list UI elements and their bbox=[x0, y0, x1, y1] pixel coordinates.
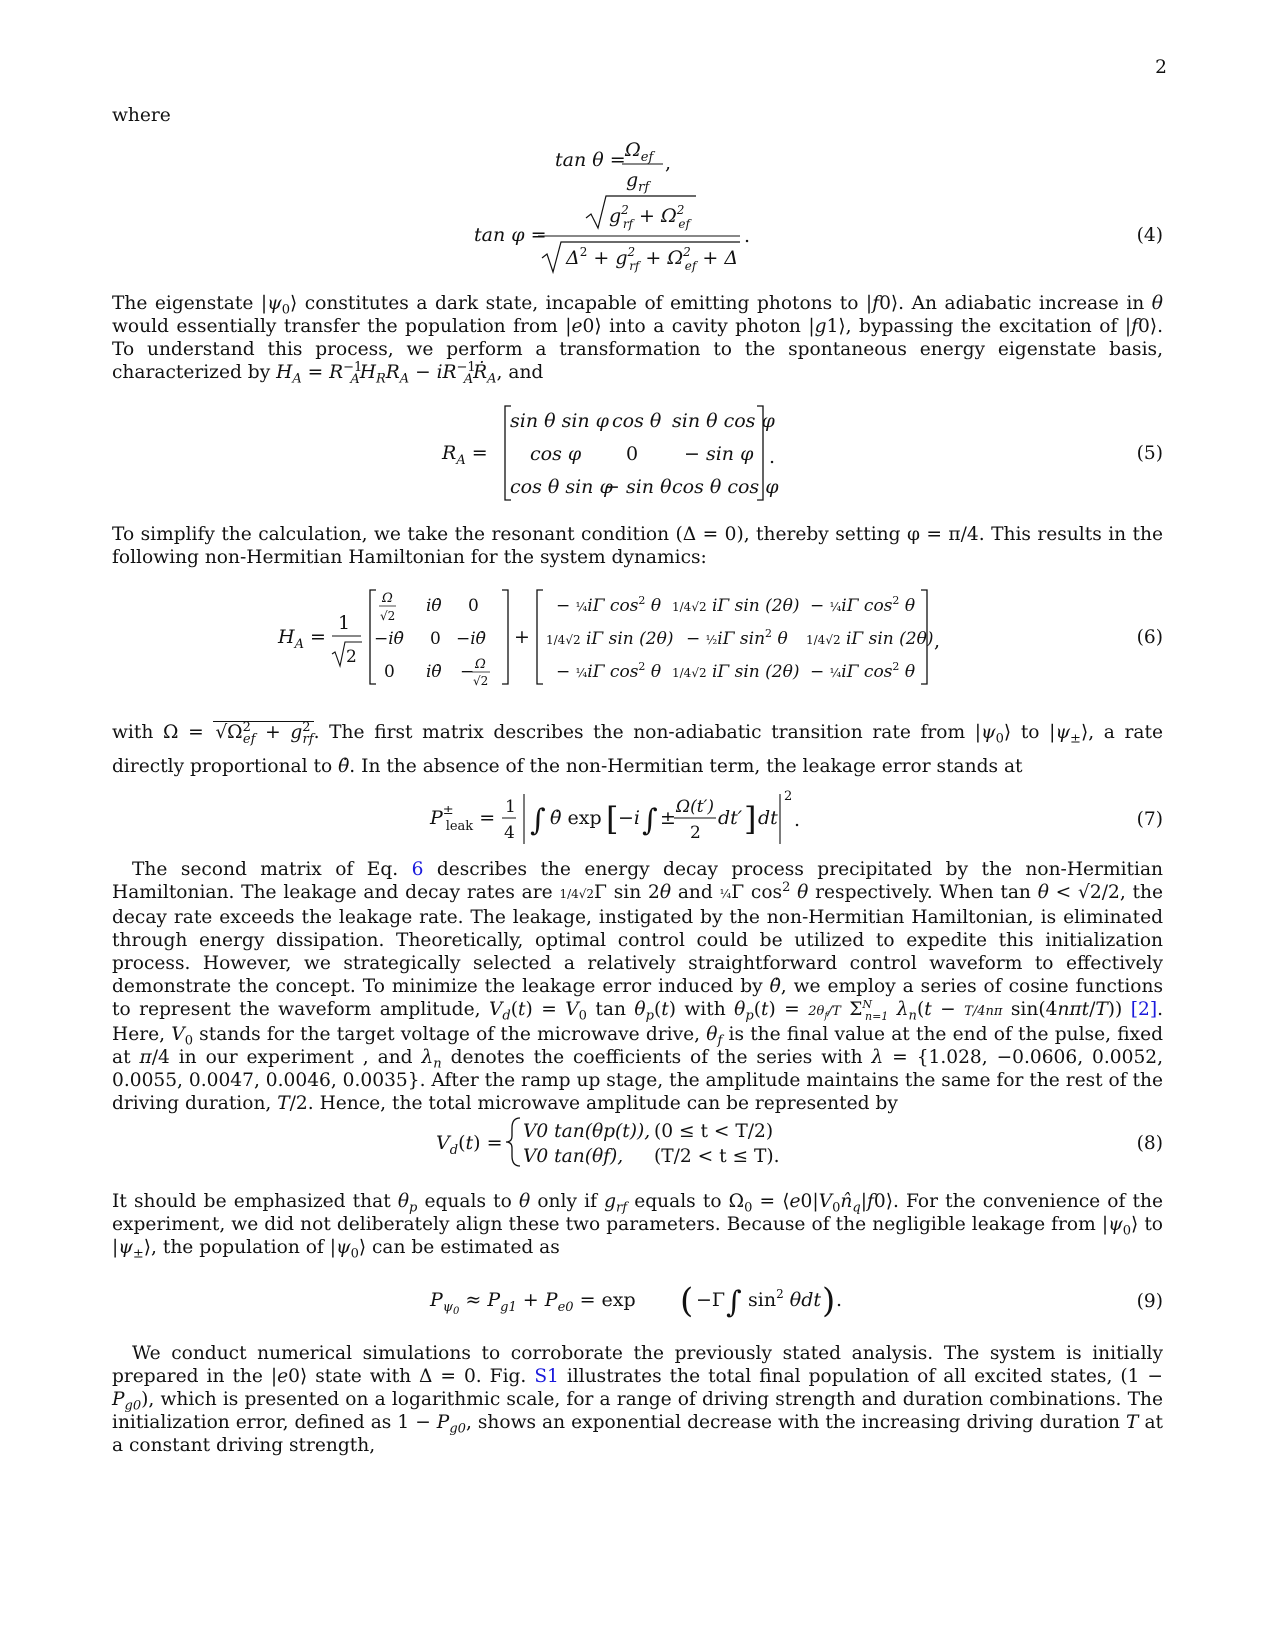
svg-text:cos φ: cos φ bbox=[530, 443, 582, 465]
svg-text:cos θ: cos θ bbox=[612, 410, 662, 432]
equation-6 bbox=[112, 584, 1163, 688]
svg-text:Pψ0 ≈ Pg1 + Pe0 = exp: $P_{\psi_0} \approx P_{g1} + P_{e0} = \exp$ bbox=[430, 1289, 636, 1317]
svg-text:− ¼iΓ cos2 θ: − ¼iΓ $\cos^2 \theta$ bbox=[810, 660, 916, 682]
svg-text:− ¼iΓ cos2 θ: − ¼iΓ $\cos^2 \theta$ bbox=[810, 594, 916, 616]
paragraph-simulation: We conduct numerical simulations to corroborate the previously stated analysis. The system is initially prepared in the |e0⟩ state with Δ = 0. Fig. S1 illustrates the total final population of all excited states, $(1 - P_{g0})$, which is presented on a logarithmic scale, for a range of driving strength and duration combinations. The initialization error, defined as $1 - P_{g0}$, shows an exponential decrease with the increasing driving duration T at a constant driving strength, bbox=[112, 1343, 1164, 1456]
svg-text:0: 0 bbox=[468, 596, 479, 616]
svg-text:2: 2 bbox=[784, 789, 793, 804]
equation-number: (8) bbox=[1136, 1133, 1163, 1154]
equation-number: (5) bbox=[1136, 443, 1163, 464]
svg-text:− sin θ: − sin θ bbox=[604, 476, 672, 498]
equation-number: (4) bbox=[1136, 225, 1163, 246]
svg-text:g2rf + Ω2ef: $g^2$ rf + $\Omega^2$ ef bbox=[609, 203, 690, 231]
citation-link[interactable]: [2] bbox=[1130, 999, 1158, 1020]
svg-text:cos θ cos φ: cos θ cos φ bbox=[672, 476, 779, 498]
svg-text:±: ± bbox=[660, 807, 676, 829]
svg-text:,: , bbox=[934, 630, 941, 652]
case-1: V0 tan(θp(t)), bbox=[523, 1121, 651, 1142]
equation-number: (6) bbox=[1136, 627, 1163, 648]
svg-text:2: 2 bbox=[346, 647, 357, 667]
paragraph-eigenstate: The eigenstate $|\psi_0⟩$ constitutes a dark state, incapable of emitting photons to |f0⟩. An adiabatic increase in θ would essentially transfer the population from |e0⟩ into a cavity photon |g1⟩, bypassing the excitation of |f0⟩. To understand this process, we perform a transformation to the spontaneous energy eigenstate basis, characterized by $H_A = R^{-1}_AH_RR_A$ − $iR^{-1}_AṘ_A$, and bbox=[112, 293, 1164, 387]
svg-text:−i: −i bbox=[618, 807, 640, 829]
paragraph-emphasis: It should be emphasized that $\theta_p$ equals to θ only if $g_{rf}$ equals to $\Omega_0$ = $⟨e0|V_0n̂_q|f0⟩$. For the convenience of the experiment, we did not deliberately align these two parameters. Because of the negligible leakage from $|\psi_0⟩$ to $|\psi_\pm⟩$, the population of $|\psi_0⟩$ can be estimated as bbox=[112, 1191, 1163, 1262]
svg-text:Δ2 + g2rf + Ω2ef + Δ: $\Delta^2 + g^2$ rf + $\Omega^2$ ef + Δ bbox=[566, 245, 739, 273]
svg-text:RA =: $R_A$ = bbox=[442, 442, 488, 468]
equation-9 bbox=[112, 1268, 1163, 1328]
svg-text:]: ] bbox=[744, 800, 757, 838]
svg-text:dt: dt bbox=[758, 807, 778, 829]
paragraph-first-matrix: with $\Omega = √\Omega^2_{ef} + g^2_{rf}$. The first matrix describes the non-adiabatic transition rate from $|\psi_0⟩$ to $|\psi_\pm⟩$, a rate directly proportional to θ̇. In the absence of the non-Hermitian term, the leakage error stands at bbox=[112, 719, 1163, 777]
svg-text:− ¼iΓ cos2 θ: − ¼iΓ $\cos^2 \theta$ bbox=[556, 660, 662, 682]
svg-text:∫: ∫ bbox=[726, 1285, 742, 1320]
svg-text:0: 0 bbox=[384, 662, 395, 682]
equation-5 bbox=[112, 400, 1163, 506]
paragraph-second-matrix: The second matrix of Eq. 6 describes the energy decay process precipitated by the non-Hermitian Hamiltonian. The leakage and decay rates are 1/4√2Γ sin 2θ and ¼Γ $\cos^2 \theta$ respectively. When tan θ < √2/2, the decay rate exceeds the leakage rate. The leakage, instigated by the non-Hermitian Hamiltonian, is eliminated through energy dissipation. Theoretically, optimal control could be utilized to expedite this initialization process. However, we strategically selected a relatively straightforward control waveform to effectively demonstrate the concept. To minimize the leakage error induced by θ̇, we employ a series of cosine functions to represent the waveform amplitude, $V_d(t) = V_0$ $\tan \theta_p(t)$ with $\theta_p(t) = 2\theta_f/T$ $\Sigma^N_{n=1}$ $\lambda_n(t - T/4n\pi$ sin(4nπt/T)) [2]. Here, $V_0$ stands for the target voltage of the microwave drive, $\theta_f$ is the final value at the end of the pulse, fixed at π/4 in our experiment , and $\lambda_n$ denotes the coefficients of the series with λ = {1.028, −0.0606, 0.0052, 0.0055, 0.0047, 0.0046, 0.0035}. After the ramp up stage, the amplitude maintains the same for the rest of the driving duration, T/2. Hence, the total microwave amplitude can be represented by bbox=[112, 859, 1164, 1114]
svg-text:2: 2 bbox=[690, 823, 701, 843]
svg-text:−iθ̇: −iθ̇ bbox=[374, 629, 404, 649]
svg-text:− sin φ: − sin φ bbox=[684, 443, 754, 465]
svg-text:cos θ sin φ: cos θ sin φ bbox=[510, 476, 613, 498]
svg-text:grf: $g_{rf}$ bbox=[626, 169, 650, 195]
svg-text:HA =: $H_A$ = bbox=[278, 626, 326, 652]
paragraph-resonant: To simplify the calculation, we take the resonant condition (Δ = 0), thereby setting φ = π/4. This results in the following non-Hermitian Hamiltonian for the system dynamics: bbox=[112, 524, 1163, 568]
equation-number: (9) bbox=[1136, 1291, 1163, 1312]
svg-text:1/4√2 iΓ sin (2θ): 1/4√2 iΓ sin (2θ) bbox=[806, 629, 934, 649]
svg-text:− ¼iΓ cos2 θ: − ¼iΓ $\cos^2 \theta$ bbox=[556, 594, 662, 616]
page-number: 2 bbox=[1155, 57, 1167, 78]
svg-text:iθ̇: iθ̇ bbox=[426, 596, 442, 616]
svg-text:,: , bbox=[665, 152, 672, 174]
equation-8 bbox=[112, 1112, 1163, 1172]
equation-number: (7) bbox=[1136, 809, 1163, 830]
svg-text:sin θ sin φ: sin θ sin φ bbox=[510, 410, 609, 432]
condition-2: (T/2 < t ≤ T). bbox=[654, 1146, 780, 1167]
svg-text:−Γ: −Γ bbox=[696, 1289, 726, 1311]
svg-text:.: . bbox=[794, 809, 801, 831]
svg-text:): ) bbox=[822, 1281, 836, 1321]
svg-text:−: − bbox=[460, 662, 475, 682]
svg-text:θ̇ exp: θ̇ exp bbox=[550, 807, 602, 829]
svg-text:Ω(t′): Ω(t′) bbox=[676, 797, 715, 817]
svg-text:sin2 θdt: $\sin^2 \theta dt$ bbox=[748, 1287, 821, 1311]
lambda-values: {1.028, −0.0606, 0.0052, 0.0055, 0.0047, 0.0046, 0.0035} bbox=[112, 1047, 1164, 1091]
svg-text:P±leak =: P± leak = bbox=[430, 803, 496, 834]
figure-link[interactable]: S1 bbox=[534, 1366, 559, 1387]
condition-1: (0 ≤ t < T/2) bbox=[654, 1121, 774, 1142]
intro-word: where bbox=[112, 105, 171, 126]
svg-text:∫: ∫ bbox=[642, 803, 658, 838]
svg-text:tan θ =: tan θ = bbox=[555, 149, 626, 171]
svg-text:1: 1 bbox=[505, 797, 516, 817]
svg-text:dt′: dt′ bbox=[718, 807, 743, 829]
svg-text:Vd(t) =: $V_d(t)$ = bbox=[436, 1132, 503, 1158]
svg-text:Ωef: $\Omega_{ef}$ bbox=[625, 139, 654, 165]
svg-text:0: 0 bbox=[626, 443, 639, 465]
svg-text:1/4√2 iΓ sin (2θ): 1/4√2 iΓ sin (2θ) bbox=[546, 629, 674, 649]
svg-text:Ω: Ω bbox=[382, 591, 393, 606]
svg-text:1: 1 bbox=[338, 612, 351, 634]
svg-text:.: . bbox=[769, 446, 776, 468]
svg-text:−iθ̇: −iθ̇ bbox=[456, 629, 486, 649]
svg-text:tan φ =: tan φ = bbox=[474, 224, 547, 246]
svg-text:√2: √2 bbox=[473, 674, 489, 688]
svg-text:Ω: Ω bbox=[475, 657, 486, 672]
case-2: V0 tan(θf), bbox=[523, 1146, 624, 1167]
svg-text:+: + bbox=[514, 626, 530, 648]
svg-text:− ½iΓ sin2 θ: − ½iΓ $\sin^2 \theta$ bbox=[686, 627, 788, 649]
svg-text:1/4√2 iΓ sin (2θ): 1/4√2 iΓ sin (2θ) bbox=[672, 662, 800, 682]
svg-text:4: 4 bbox=[504, 823, 515, 843]
equation-link[interactable]: 6 bbox=[411, 859, 424, 880]
svg-text:iθ̇: iθ̇ bbox=[426, 662, 442, 682]
svg-text:sin θ cos φ: sin θ cos φ bbox=[672, 410, 775, 432]
svg-text:[: [ bbox=[606, 800, 619, 838]
svg-text:.: . bbox=[836, 1289, 843, 1311]
equation-7 bbox=[112, 786, 1163, 848]
svg-text:.: . bbox=[744, 225, 751, 247]
equation-4 bbox=[112, 136, 1163, 286]
svg-text:1/4√2 iΓ sin (2θ): 1/4√2 iΓ sin (2θ) bbox=[672, 596, 800, 616]
svg-text:(: ( bbox=[680, 1281, 694, 1321]
svg-text:0: 0 bbox=[430, 629, 441, 649]
svg-text:√2: √2 bbox=[380, 609, 396, 623]
svg-text:∫: ∫ bbox=[530, 803, 546, 838]
